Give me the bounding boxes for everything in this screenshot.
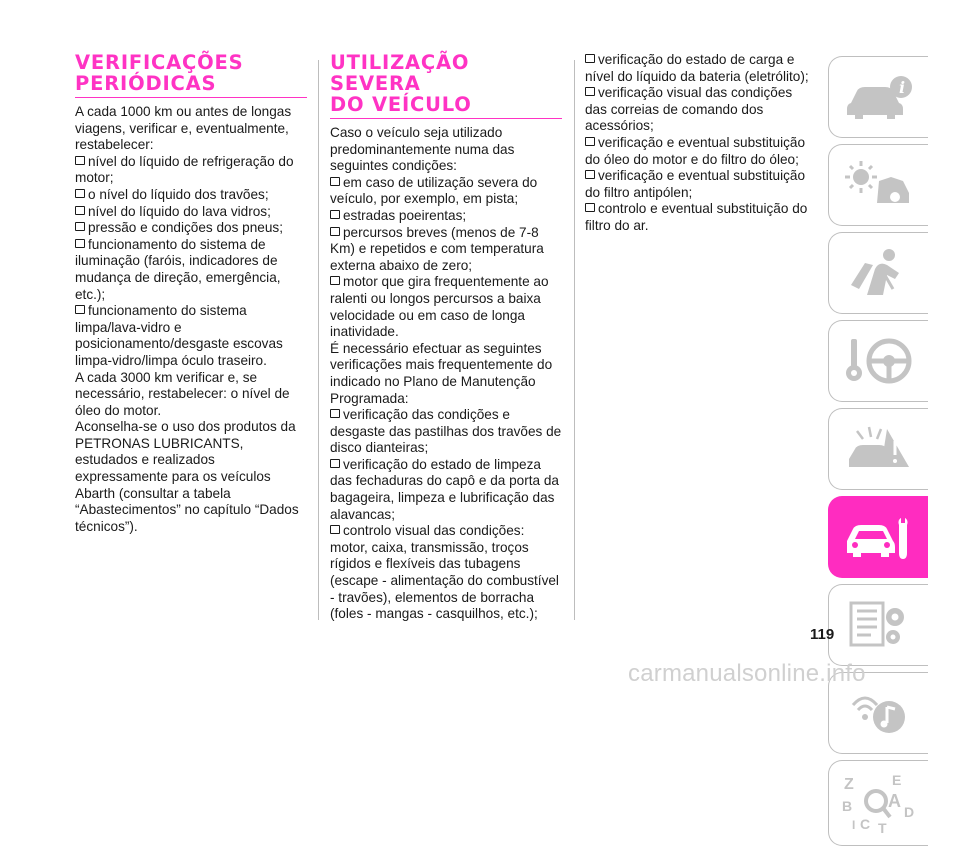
index-letter: E (891, 772, 901, 788)
list-item (75, 220, 307, 237)
list-item (330, 457, 562, 523)
checkbox-bullet-icon (330, 276, 340, 285)
column-continued-checks (585, 52, 817, 235)
checkbox-bullet-icon (75, 156, 85, 165)
list-item-text: funcionamento do sistema limpa/lava-vidro e posicionamento/desgaste escovas limpa-vidro/limpa óculo traseiro. (75, 303, 283, 368)
tab-starting-driving[interactable] (828, 320, 928, 402)
list-item-text: verificação visual das condições das correias de comando dos acessórios; (585, 85, 793, 134)
index-letter: B (841, 798, 852, 814)
title-line-1: UTILIZAÇÃO SEVERA (330, 51, 470, 95)
column-divider (318, 60, 319, 620)
checkbox-bullet-icon (330, 227, 340, 236)
list-item (330, 274, 562, 340)
chapter-tabs (828, 56, 933, 852)
checkbox-bullet-icon (330, 409, 340, 418)
car-emergency-icon (843, 421, 915, 477)
list-item-text: verificação das condições e desgaste das pastilhas dos travões de disco dianteiras; (330, 407, 562, 456)
column-divider (574, 60, 575, 620)
list-item (585, 168, 817, 201)
list-item (75, 303, 307, 369)
checkbox-bullet-icon (585, 137, 595, 146)
index-letter: I (851, 818, 855, 832)
checkbox-bullet-icon (585, 87, 595, 96)
index-letter: D (903, 804, 914, 820)
checkbox-bullet-icon (75, 189, 85, 198)
car-maintenance-icon (843, 509, 915, 565)
checkbox-bullet-icon (585, 203, 595, 212)
list-item-text: nível do líquido do lava vidros; (88, 203, 271, 219)
checkbox-bullet-icon (330, 525, 340, 534)
svg-text:i: i (898, 78, 905, 97)
airbag-safety-icon (843, 245, 915, 301)
column-periodic-checks (75, 52, 307, 535)
list-item (330, 175, 562, 208)
paragraph-intro: Caso o veículo seja utilizado predominantemente numa das seguintes condições: (330, 125, 515, 174)
checkbox-bullet-icon (75, 239, 85, 248)
list-item (75, 204, 307, 221)
tab-warning-lights[interactable] (828, 144, 928, 226)
tab-safety[interactable] (828, 232, 928, 314)
list-item-text: estradas poeirentas; (343, 207, 467, 223)
index-letter: T (877, 820, 887, 836)
index-icon (838, 771, 920, 835)
checkbox-bullet-icon (75, 206, 85, 215)
index-letter: C (859, 816, 870, 832)
paragraph-petronas: Aconselha-se o uso dos produtos da PETRONAS LUBRICANTS, estudados e realizados expressamente para os veículos Abarth (consultar a tabela “Abastecimentos” no capítulo “Dados técnicos”). (75, 419, 299, 534)
section-title-periodic-checks (75, 52, 307, 98)
checkbox-bullet-icon (75, 222, 85, 231)
list-item (330, 208, 562, 225)
tab-maintenance[interactable] (828, 496, 928, 578)
list-item-text: pressão e condições dos pneus; (88, 220, 283, 236)
list-item-text: percursos breves (menos de 7-8 Km) e repetidos e com temperatura externa abaixo de zero; (330, 224, 544, 273)
page-number: 119 (810, 626, 835, 643)
key-steering-wheel-icon (843, 333, 915, 389)
list-item (585, 135, 817, 168)
title-line-1: VERIFICAÇÕES (75, 51, 244, 74)
checkbox-bullet-icon (585, 170, 595, 179)
index-letter: Z (843, 776, 854, 793)
tab-index[interactable] (828, 760, 928, 846)
tab-emergency[interactable] (828, 408, 928, 490)
list-item (75, 237, 307, 303)
warning-lights-icon (843, 157, 915, 213)
list-item (585, 85, 817, 135)
list-item (585, 201, 817, 234)
title-line-2: PERIÓDICAS (75, 72, 217, 95)
technical-data-icon (843, 597, 915, 653)
checkbox-bullet-icon (75, 305, 85, 314)
footer-watermark: carmanualsonline.info (628, 660, 866, 687)
list-item (330, 523, 562, 623)
list-item (585, 52, 817, 85)
checkbox-bullet-icon (330, 210, 340, 219)
list-item-text: nível do líquido de refrigeração do motor; (75, 153, 294, 186)
list-item-text: em caso de utilização severa do veículo, por exemplo, em pista; (330, 174, 538, 207)
paragraph-3000km: A cada 3000 km verificar e, se necessário, restabelecer: o nível de óleo do motor. (75, 369, 290, 418)
checkbox-bullet-icon (330, 459, 340, 468)
list-item-text: controlo e eventual substituição do filtro do ar. (585, 201, 808, 233)
index-letter: A (887, 791, 901, 811)
paragraph-more-frequent: É necessário efectuar as seguintes verificações mais frequentemente do indicado no Plano de Manutenção Programada: (330, 340, 553, 406)
list-item (330, 407, 562, 457)
list-item-text: verificação do estado de carga e nível do líquido da bateria (eletrólito); (585, 52, 809, 84)
list-item (75, 187, 307, 204)
list-item-text: motor que gira frequentemente ao ralenti ou longos percursos a baixa velocidade ou em caso de longa inatividade. (330, 274, 549, 340)
column-severe-use (330, 52, 562, 623)
list-item-text: controlo visual das condições: motor, caixa, transmissão, troços rígidos e flexíveis das tubagens (escape - alimentação do combustível - travões), elementos de borracha (foles - mangas - casquilhos, etc.); (330, 523, 559, 622)
list-item-text: verificação e eventual substituição do óleo do motor e do filtro do óleo; (585, 134, 806, 167)
section-title-severe-use (330, 52, 562, 119)
list-item (75, 154, 307, 187)
tab-technical-data[interactable] (828, 584, 928, 666)
tab-car-info[interactable] (828, 56, 928, 138)
list-item (330, 225, 562, 275)
list-item-text: verificação e eventual substituição do filtro antipólen; (585, 168, 806, 200)
title-line-2: DO VEÍCULO (330, 93, 472, 116)
paragraph-intro: A cada 1000 km ou antes de longas viagens, verificar e, eventualmente, restabelecer: (75, 104, 292, 153)
checkbox-bullet-icon (585, 54, 595, 63)
multimedia-icon (843, 685, 915, 741)
list-item-text: o nível do líquido dos travões; (88, 186, 269, 202)
list-item-text: funcionamento do sistema de iluminação (faróis, indicadores de mudança de direção, emergência, etc.); (75, 236, 281, 302)
list-item-text: verificação do estado de limpeza das fechaduras do capô e da porta da bagageira, limpeza e lubrificação das alavancas; (330, 456, 559, 522)
checkbox-bullet-icon (330, 177, 340, 186)
car-info-icon (843, 69, 915, 125)
